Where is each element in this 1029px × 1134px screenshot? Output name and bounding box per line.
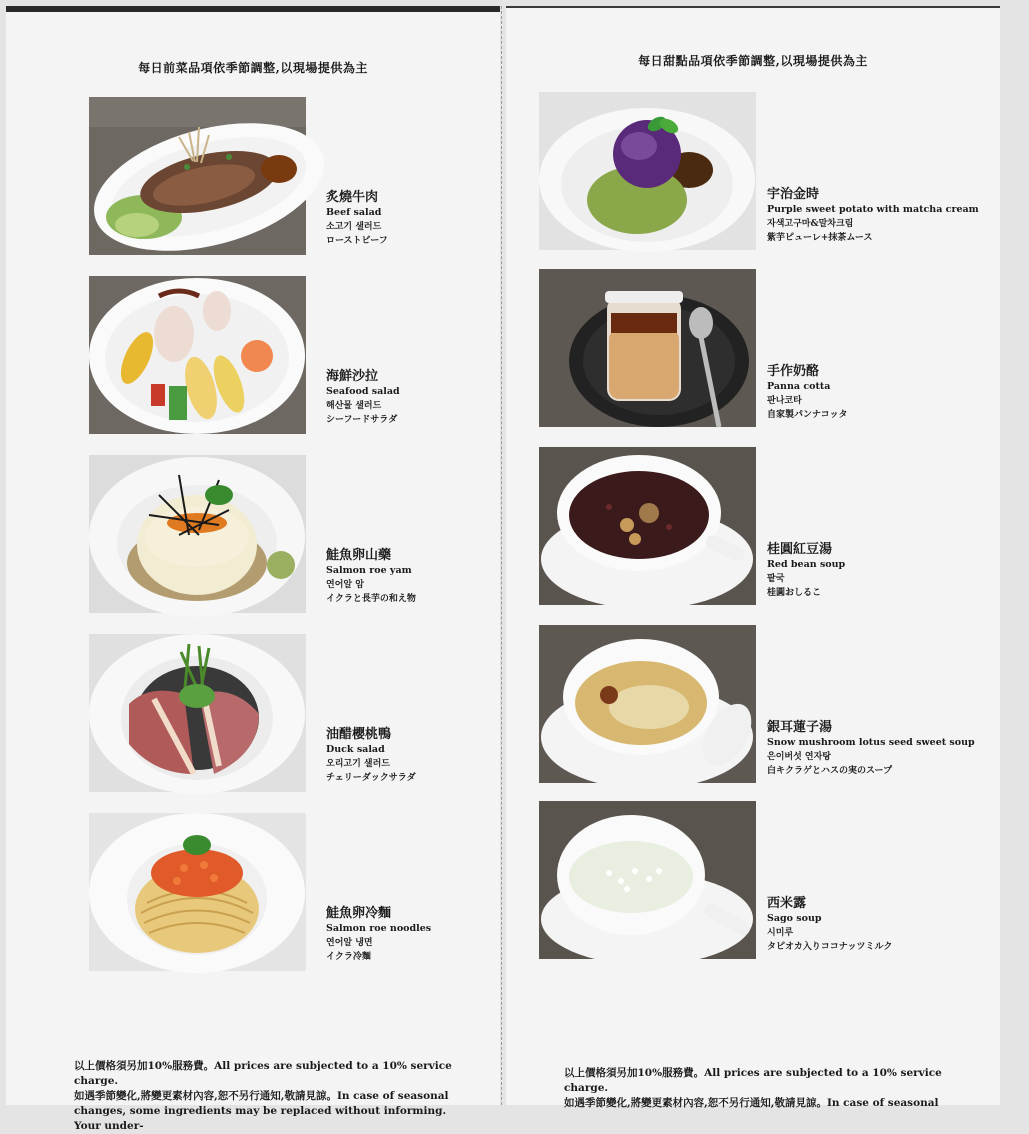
- item-name-japanese: シーフードサラダ: [326, 415, 398, 425]
- item-name-english: Snow mushroom lotus seed sweet soup: [767, 737, 975, 748]
- item-name-japanese: 紫芋ピューレ+抹茶ムース: [767, 233, 873, 243]
- footer-line: 如遇季節變化,將變更素材內容,恕不另行通知,敬請見諒。In case of seasonal: [564, 1097, 939, 1109]
- item-name-chinese: 鮭魚卵山藥: [326, 548, 392, 563]
- item-name-japanese: ローストビーフ: [326, 236, 388, 246]
- item-name-chinese: 西米露: [767, 896, 807, 911]
- appetizer-heading: 每日前菜品項依季節調整,以現場提供為主: [138, 61, 368, 75]
- item-name-japanese: イクラと長芋の和え物: [326, 594, 416, 604]
- footer-line: changes, some ingredients may be replaced without informing. Your under-: [74, 1105, 447, 1132]
- service-charge-note: [74, 1059, 464, 1134]
- footer-line: 如遇季節變化,將變更素材內容,恕不另行通知,敬請見諒。In case of seasonal: [74, 1090, 449, 1102]
- item-name-japanese: イクラ冷麺: [326, 952, 371, 962]
- sago-soup-photo: [539, 801, 758, 959]
- item-name-chinese: 炙燒牛肉: [326, 190, 379, 205]
- item-name-korean: 시미루: [767, 928, 794, 938]
- item-name-korean: 소고기 샐러드: [326, 222, 382, 232]
- item-name-english: Duck salad: [326, 744, 385, 755]
- item-name-korean: 은이버섯 연자탕: [767, 752, 831, 762]
- item-name-english: Panna cotta: [767, 381, 831, 392]
- item-name-chinese: 桂圓紅豆湯: [767, 542, 833, 557]
- duck-salad-photo: [89, 634, 306, 792]
- appetizer-menu-page: [6, 6, 500, 1132]
- footer-line: 以上價格須另加10%服務費。All prices are subjected to a 10% service charge.: [564, 1067, 942, 1094]
- item-name-chinese: 海鮮沙拉: [326, 369, 379, 384]
- seafood-salad-photo: [89, 276, 306, 434]
- item-name-korean: 판나코타: [767, 396, 802, 406]
- panna-cotta-photo: [539, 269, 758, 427]
- item-name-korean: 오리고기 샐러드: [326, 759, 390, 769]
- item-name-korean: 팥국: [767, 574, 785, 584]
- red-bean-soup-photo: [539, 447, 758, 605]
- dessert-heading: 每日甜點品項依季節調整,以現場提供為主: [638, 54, 868, 68]
- purple-sweet-potato-photo: [539, 92, 758, 250]
- footer-line: 以上價格須另加10%服務費。All prices are subjected to a 10% service charge.: [74, 1060, 452, 1087]
- item-name-japanese: 自家製パンナコッタ: [767, 410, 848, 420]
- item-name-japanese: 白キクラゲとハスの実のスープ: [767, 766, 893, 776]
- item-name-english: Sago soup: [767, 913, 822, 924]
- item-name-korean: 자색고구마&말차크림: [767, 219, 854, 229]
- item-name-korean: 연어알 암: [326, 580, 364, 590]
- item-name-chinese: 銀耳蓮子湯: [767, 720, 833, 735]
- item-name-chinese: 手作奶酪: [767, 364, 820, 379]
- item-name-chinese: 宇治金時: [767, 187, 820, 202]
- beef-salad-photo: [89, 97, 306, 255]
- item-name-english: Purple sweet potato with matcha cream: [767, 204, 979, 215]
- item-name-english: Beef salad: [326, 207, 382, 218]
- salmon-roe-yam-photo: [89, 455, 306, 613]
- item-name-english: Red bean soup: [767, 559, 846, 570]
- item-name-english: Seafood salad: [326, 386, 400, 397]
- item-name-chinese: 油醋櫻桃鴨: [326, 727, 392, 742]
- item-name-chinese: 鮭魚卵冷麵: [326, 906, 392, 921]
- item-name-english: Salmon roe noodles: [326, 923, 432, 934]
- item-name-korean: 연어알 냉면: [326, 938, 373, 948]
- item-name-english: Salmon roe yam: [326, 565, 412, 576]
- item-name-korean: 해산물 샐러드: [326, 401, 382, 411]
- snow-mushroom-soup-photo: [539, 625, 758, 783]
- salmon-roe-noodles-photo: [89, 813, 306, 971]
- item-name-japanese: 桂圓おしるこ: [767, 588, 822, 598]
- item-name-japanese: タピオカ入りココナッツミルク: [767, 942, 893, 952]
- item-name-japanese: チェリーダックサラダ: [326, 773, 416, 783]
- dessert-menu-page: [506, 6, 1000, 1109]
- service-charge-note: [564, 1066, 954, 1111]
